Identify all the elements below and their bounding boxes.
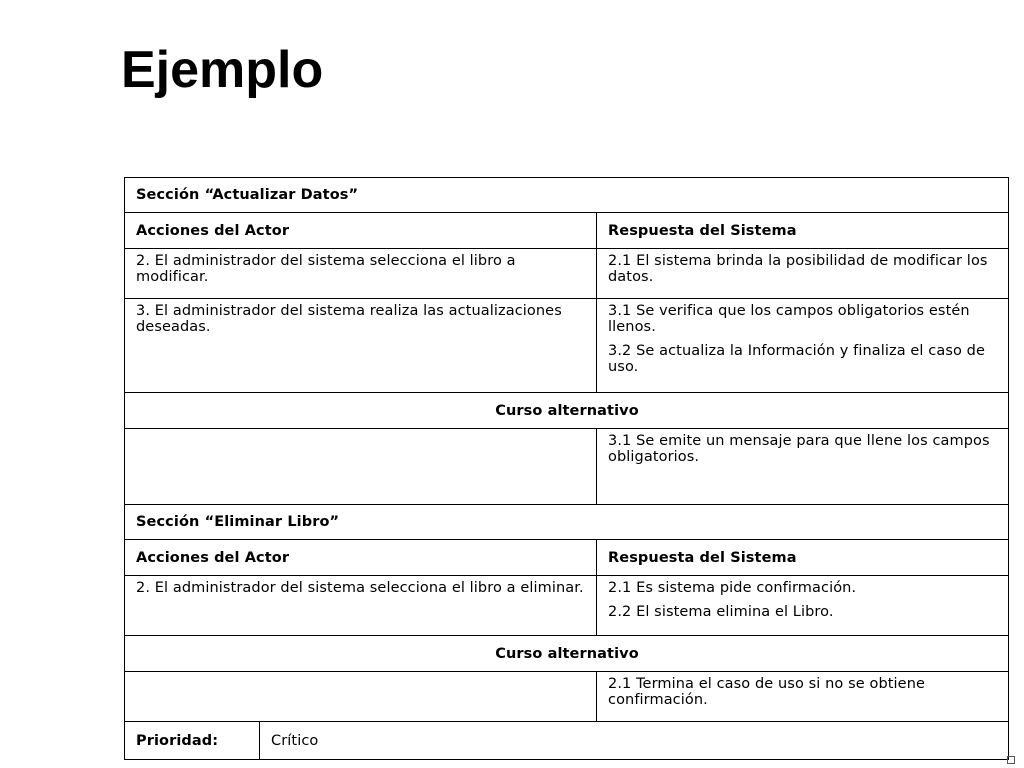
section-1-row-2-system-step-2: 3.2 Se actualiza la Información y finaliza el caso de uso. (608, 343, 985, 375)
section-1-actor-column-header: Acciones del Actor (125, 213, 597, 249)
section-1-heading: Sección “Actualizar Datos” (125, 178, 1009, 213)
slide-title: Ejemplo (121, 41, 324, 99)
section-1-alt-heading-row (125, 393, 1009, 429)
section-2-system-column-header: Respuesta del Sistema (597, 540, 1009, 576)
section-1-row-2-system-step-1: 3.1 Se verifica que los campos obligatorios estén llenos. (608, 303, 970, 335)
section-2-column-header-row (125, 540, 1009, 576)
section-2-alt-system: 2.1 Termina el caso de uso si no se obtiene confirmación. (597, 672, 1009, 722)
section-1-heading-row (125, 178, 1009, 213)
section-1-row-2-system (597, 299, 1009, 393)
section-1-row-1-system-step-1: 2.1 El sistema brinda la posibilidad de modificar los datos. (608, 253, 988, 285)
section-1-alt-system: 3.1 Se emite un mensaje para que llene los campos obligatorios. (597, 429, 1009, 505)
table-row (125, 672, 1009, 722)
section-2-row-1-actor: 2. El administrador del sistema selecciona el libro a eliminar. (125, 576, 597, 636)
priority-value: Crítico (260, 722, 1009, 760)
table-row (125, 429, 1009, 505)
section-1-row-1-system (597, 249, 1009, 299)
table-row (125, 576, 1009, 636)
priority-label: Prioridad: (125, 722, 260, 760)
section-2-alt-heading: Curso alternativo (125, 636, 1009, 672)
section-2-heading-row (125, 505, 1009, 540)
section-2-actor-column-header: Acciones del Actor (125, 540, 597, 576)
table-row (125, 299, 1009, 393)
use-case-table (124, 177, 1009, 760)
table-row (125, 249, 1009, 299)
section-1-alt-heading: Curso alternativo (125, 393, 1009, 429)
section-1-row-1-actor: 2. El administrador del sistema selecciona el libro a modificar. (125, 249, 597, 299)
section-2-row-1-system-step-1: 2.1 Es sistema pide confirmación. (608, 580, 857, 596)
section-1-alt-actor (125, 429, 597, 505)
section-2-alt-actor (125, 672, 597, 722)
section-2-row-1-system (597, 576, 1009, 636)
section-1-system-column-header: Respuesta del Sistema (597, 213, 1009, 249)
section-1-column-header-row (125, 213, 1009, 249)
section-2-row-1-system-step-2: 2.2 El sistema elimina el Libro. (608, 604, 834, 620)
priority-row (125, 722, 1009, 760)
section-2-alt-heading-row (125, 636, 1009, 672)
section-1-row-2-actor: 3. El administrador del sistema realiza las actualizaciones deseadas. (125, 299, 597, 393)
section-2-heading: Sección “Eliminar Libro” (125, 505, 1009, 540)
corner-mark (1007, 756, 1015, 764)
